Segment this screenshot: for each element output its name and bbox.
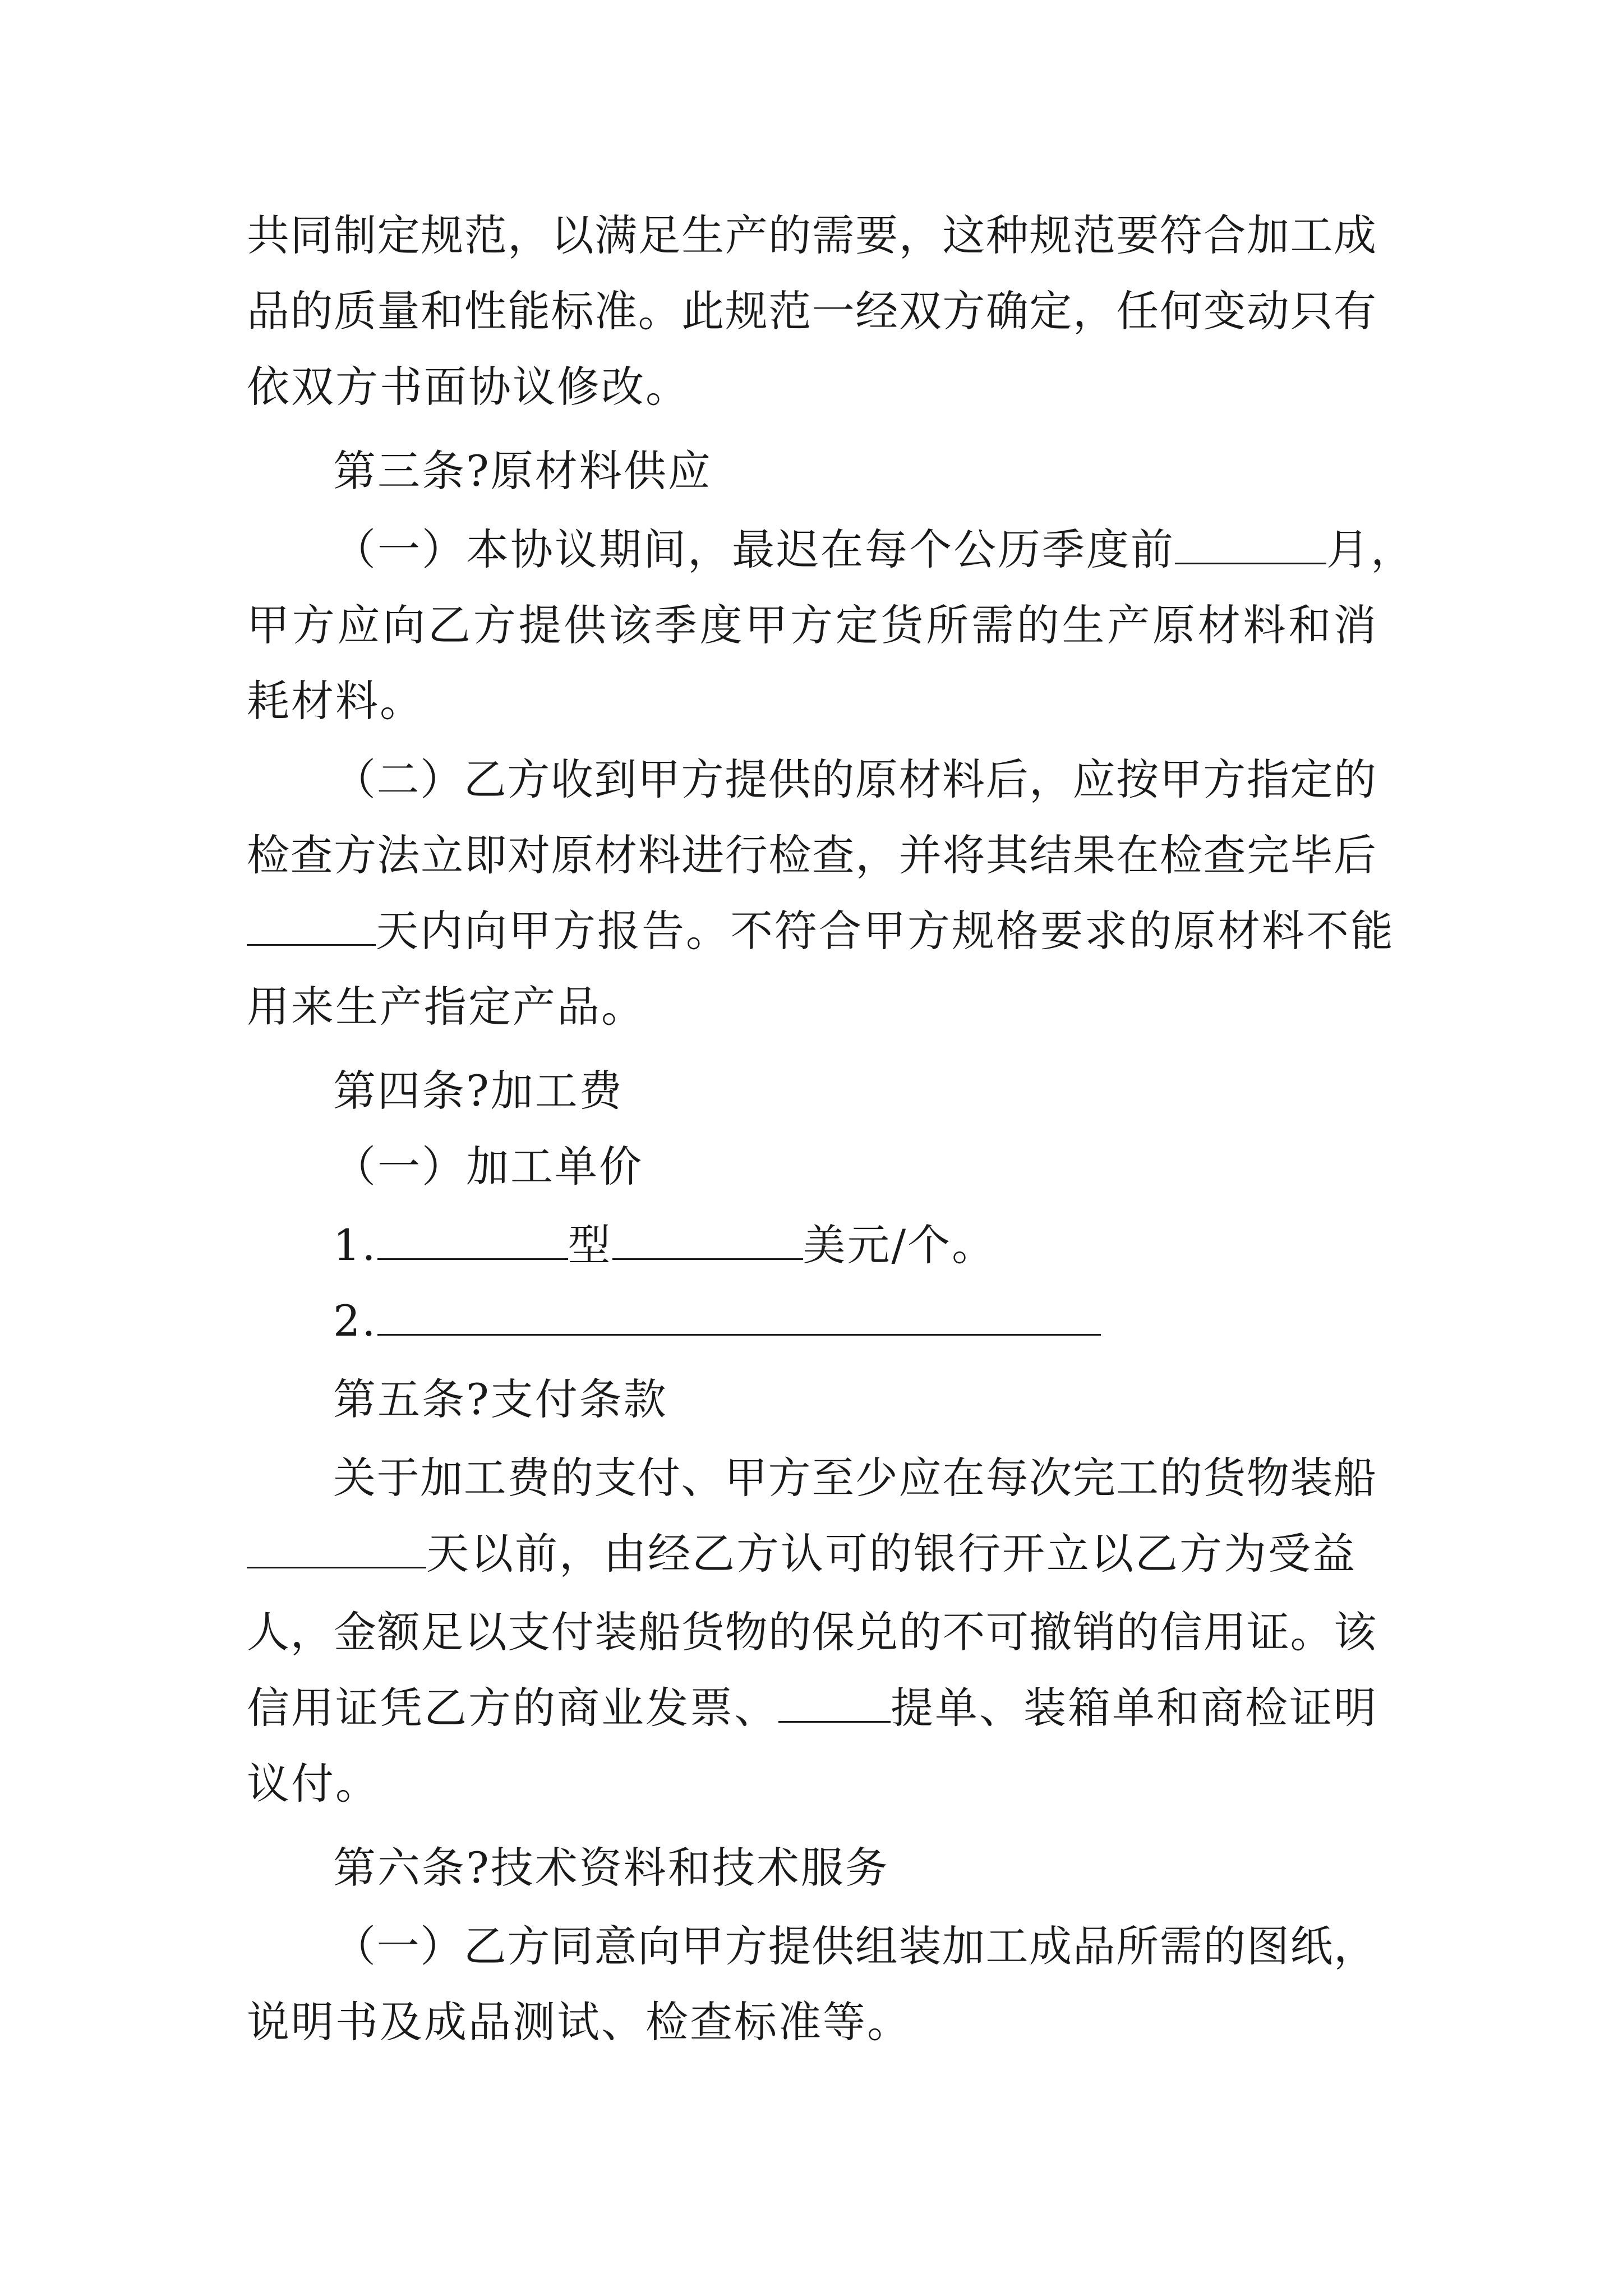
line-text: （一）本协议期间，最迟在每个公历季度前 [333, 524, 1175, 574]
section-heading-article-6: 第六条?技术资料和技术服务 [333, 1843, 889, 1893]
paragraph-line: 用来生产指定产品。 [247, 982, 645, 1032]
fill-in-blank [377, 1219, 568, 1260]
paragraph-line [333, 1293, 1101, 1349]
paragraph-line: （二）乙方收到甲方提供的原材料后，应按甲方指定的 [333, 754, 1376, 804]
fill-in-blank [612, 1219, 803, 1260]
fill-in-blank [247, 905, 376, 946]
paragraph-line [333, 1217, 996, 1273]
line-text: 型 [568, 1220, 612, 1270]
paragraph-line: 依双方书面协议修改。 [247, 362, 690, 412]
line-text: 1. [333, 1220, 377, 1270]
fill-in-blank [377, 1295, 1101, 1336]
paragraph-line: 关于加工费的支付、甲方至少应在每次完工的货物装船 [333, 1453, 1376, 1503]
line-text: 月， [1326, 524, 1415, 574]
paragraph-line: 议付。 [247, 1759, 380, 1809]
line-text: 天内向甲方报告。不符合甲方规格要求的原材料不能 [376, 906, 1395, 956]
line-text: 美元/个。 [803, 1220, 997, 1270]
paragraph-line: 说明书及成品测试、检查标准等。 [247, 1997, 911, 2047]
section-heading-article-5: 第五条?支付条款 [333, 1374, 668, 1424]
paragraph-line [333, 522, 1415, 578]
paragraph-line: （一）乙方同意向甲方提供组装加工成品所需的图纸， [333, 1921, 1376, 1971]
line-text: 信用证凭乙方的商业发票、 [247, 1683, 778, 1733]
fill-in-blank [778, 1682, 891, 1723]
paragraph-line [247, 1680, 1378, 1736]
paragraph-line [247, 1526, 1357, 1582]
section-heading-article-4: 第四条?加工费 [333, 1066, 624, 1116]
paragraph-line: 耗材料。 [247, 676, 424, 726]
line-text: 提单、装箱单和商检证明 [891, 1683, 1378, 1733]
line-text: 天以前，由经乙方认可的银行开立以乙方为受益 [426, 1529, 1357, 1579]
section-heading-article-3: 第三条?原材料供应 [333, 446, 712, 496]
paragraph-line [247, 903, 1395, 959]
fill-in-blank [247, 1527, 426, 1568]
paragraph-line: 共同制定规范，以满足生产的需要，这种规范要符合加工成 [247, 210, 1376, 260]
line-text: 2. [333, 1296, 377, 1346]
paragraph-line: 人，金额足以支付装船货物的保兑的不可撤销的信用证。该 [247, 1607, 1376, 1657]
subsection-heading: （一）加工单价 [333, 1142, 643, 1191]
paragraph-line: 检查方法立即对原材料进行检查，并将其结果在检查完毕后 [247, 830, 1376, 880]
paragraph-line: 品的质量和性能标准。此规范一经双方确定，任何变动只有 [247, 286, 1376, 336]
fill-in-blank [1175, 523, 1326, 564]
paragraph-line: 甲方应向乙方提供该季度甲方定货所需的生产原材料和消 [247, 600, 1376, 650]
